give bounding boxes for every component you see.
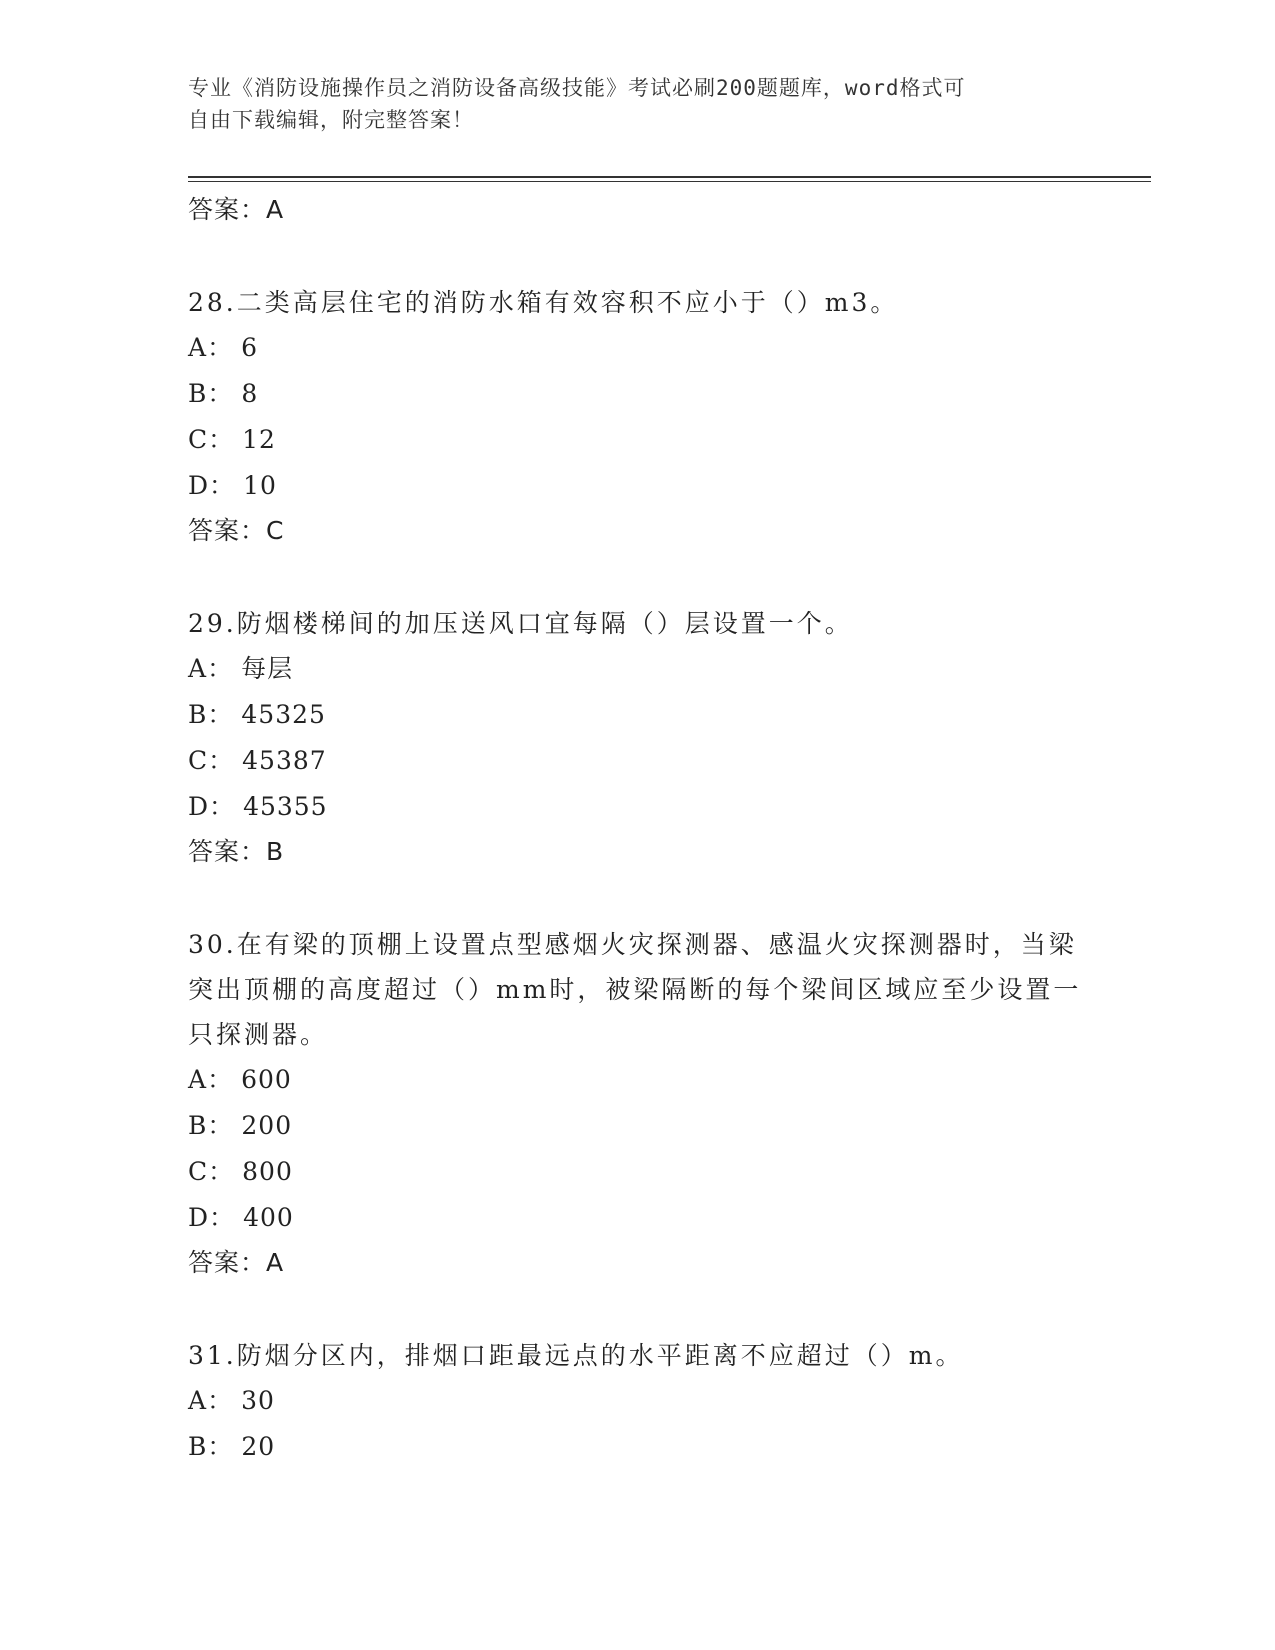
option-row bbox=[188, 1378, 1088, 1424]
question-block bbox=[188, 1333, 1088, 1470]
question-spacer bbox=[188, 553, 1088, 601]
option-key: A bbox=[188, 1386, 208, 1415]
option-key: D bbox=[188, 1203, 210, 1232]
option-key: B bbox=[188, 700, 208, 729]
option-key: B bbox=[188, 1111, 208, 1140]
option-separator: ： bbox=[207, 1065, 234, 1094]
question-spacer bbox=[188, 232, 1088, 280]
answer-line: 答案：C bbox=[188, 516, 285, 545]
option-separator: ： bbox=[207, 1432, 234, 1461]
document-header bbox=[188, 72, 1088, 136]
option-separator: ： bbox=[207, 1386, 234, 1415]
option-separator: ： bbox=[207, 700, 234, 729]
question-list bbox=[188, 188, 1088, 1470]
option-value: 45355 bbox=[243, 792, 328, 821]
option-separator: ： bbox=[208, 746, 235, 775]
header-divider bbox=[188, 176, 1151, 178]
header-line-1: 专业《消防设施操作员之消防设备高级技能》考试必刷200题题库，word格式可 bbox=[188, 76, 966, 100]
question-text: 30.在有梁的顶棚上设置点型感烟火灾探测器、感温火灾探测器时，当梁突出顶棚的高度超过（）mm时，被梁隔断的每个梁间区域应至少设置一只探测器。 bbox=[188, 930, 1082, 1049]
option-separator: ： bbox=[209, 471, 236, 500]
option-separator: ： bbox=[208, 1157, 235, 1186]
option-key: D bbox=[188, 792, 210, 821]
answer-line: 答案：B bbox=[188, 837, 285, 866]
answer-line: 答案：A bbox=[188, 1248, 285, 1277]
option-key: A bbox=[188, 654, 208, 683]
option-value: 600 bbox=[241, 1065, 292, 1094]
answer-line: 答案：A bbox=[188, 195, 285, 224]
option-row bbox=[188, 1424, 1088, 1470]
option-row bbox=[188, 1149, 1088, 1195]
option-row bbox=[188, 738, 1088, 784]
option-key: A bbox=[188, 1065, 208, 1094]
option-value: 800 bbox=[242, 1157, 293, 1186]
option-row bbox=[188, 371, 1088, 417]
question-text: 31.防烟分区内，排烟口距最远点的水平距离不应超过（）m。 bbox=[188, 1341, 964, 1370]
option-value: 8 bbox=[241, 379, 259, 408]
header-divider-thin bbox=[188, 181, 1151, 182]
option-key: C bbox=[188, 1157, 209, 1186]
question-block bbox=[188, 280, 1088, 553]
option-value: 30 bbox=[241, 1386, 275, 1415]
option-row bbox=[188, 1195, 1088, 1241]
option-value: 20 bbox=[241, 1432, 276, 1461]
option-key: B bbox=[188, 379, 208, 408]
option-key: A bbox=[188, 333, 208, 362]
option-value: 45387 bbox=[242, 746, 327, 775]
question-spacer bbox=[188, 874, 1088, 922]
option-key: C bbox=[188, 425, 209, 454]
option-separator: ： bbox=[208, 425, 235, 454]
option-value: 每层 bbox=[241, 654, 294, 683]
option-separator: ： bbox=[207, 379, 234, 408]
option-row bbox=[188, 1057, 1088, 1103]
question-text: 29.防烟楼梯间的加压送风口宜每隔（）层设置一个。 bbox=[188, 609, 853, 638]
option-value: 12 bbox=[242, 425, 276, 454]
option-row bbox=[188, 646, 1088, 692]
option-row bbox=[188, 463, 1088, 509]
option-key: D bbox=[188, 471, 210, 500]
option-value: 400 bbox=[243, 1203, 294, 1232]
option-separator: ： bbox=[207, 654, 234, 683]
option-separator: ： bbox=[209, 792, 236, 821]
option-row bbox=[188, 1103, 1088, 1149]
option-value: 45325 bbox=[241, 700, 326, 729]
option-separator: ： bbox=[207, 333, 234, 362]
option-row bbox=[188, 692, 1088, 738]
option-separator: ： bbox=[207, 1111, 234, 1140]
question-text: 28.二类高层住宅的消防水箱有效容积不应小于（）m3。 bbox=[188, 288, 899, 317]
option-row bbox=[188, 417, 1088, 463]
option-value: 200 bbox=[241, 1111, 293, 1140]
question-block bbox=[188, 601, 1088, 874]
option-separator: ： bbox=[209, 1203, 236, 1232]
question-block bbox=[188, 922, 1088, 1285]
option-key: B bbox=[188, 1432, 208, 1461]
option-row bbox=[188, 784, 1088, 830]
question-spacer bbox=[188, 1285, 1088, 1333]
option-row bbox=[188, 325, 1088, 371]
header-line-2: 自由下载编辑，附完整答案！ bbox=[188, 108, 474, 132]
option-value: 6 bbox=[241, 333, 258, 362]
option-key: C bbox=[188, 746, 209, 775]
option-value: 10 bbox=[243, 471, 277, 500]
